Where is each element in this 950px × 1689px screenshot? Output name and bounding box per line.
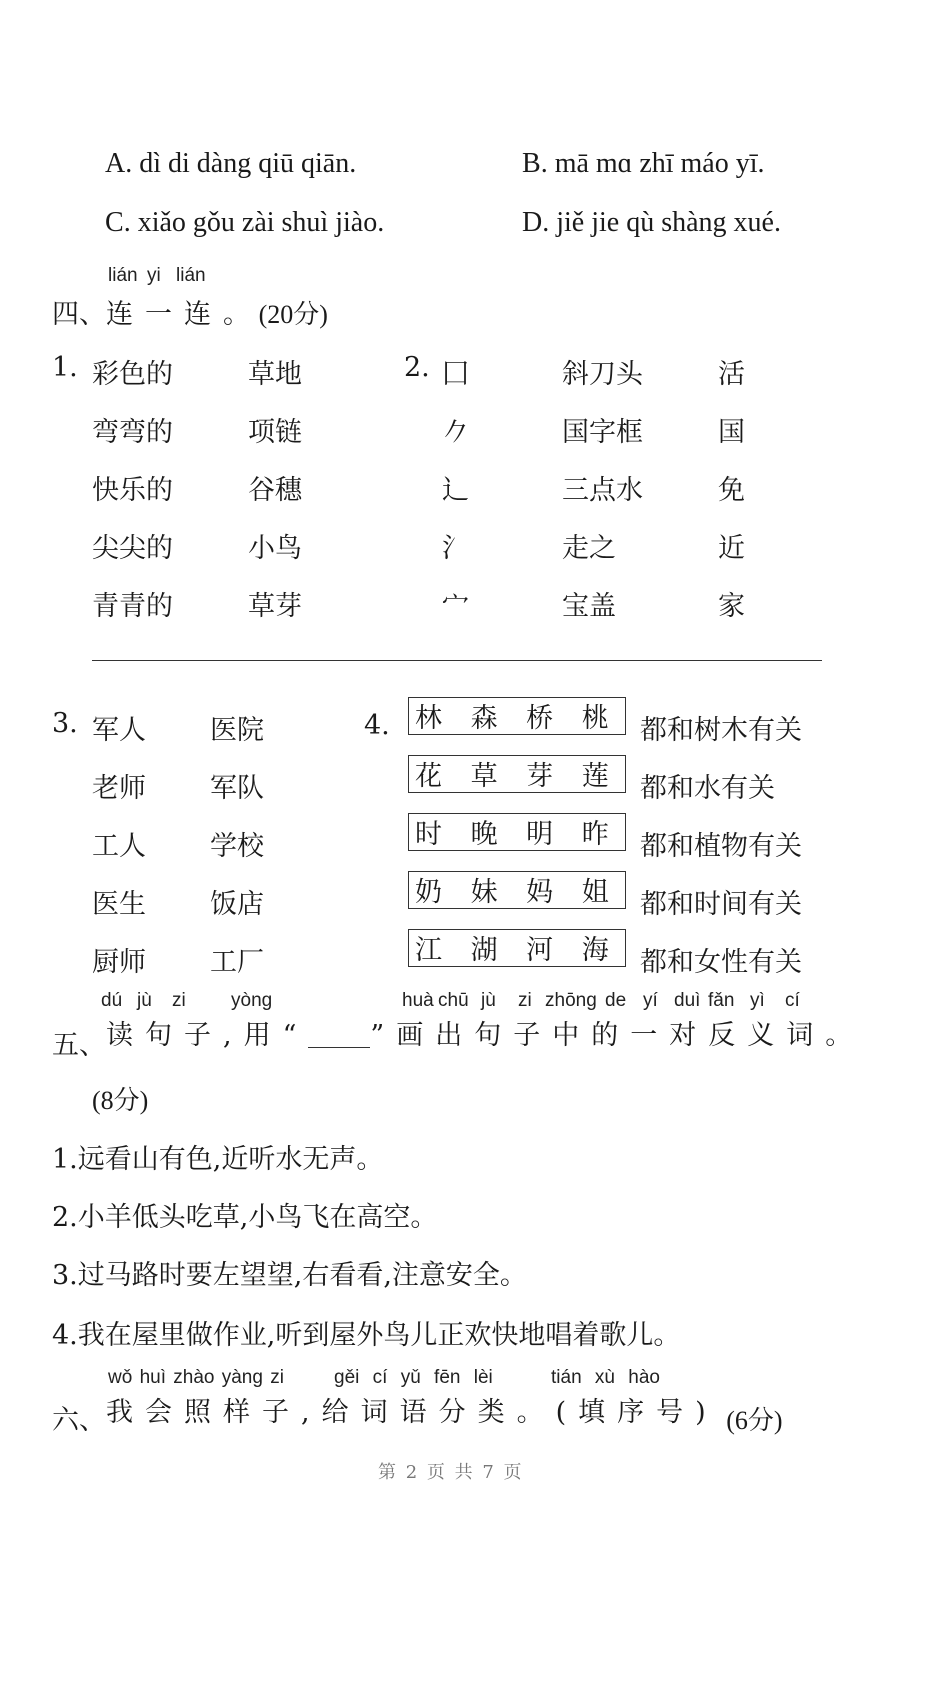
part2-char-2: 国 <box>718 417 745 448</box>
part4-meaning-2: 都和水有关 <box>640 773 775 804</box>
section-score: (20分) <box>258 300 328 329</box>
part2-char-3: 免 <box>718 475 745 506</box>
part2-radical-1: 囗 <box>442 359 469 390</box>
s5-pinyin: yòng <box>231 990 273 1011</box>
part2-name-2: 国字框 <box>562 417 643 448</box>
part4-meaning-5: 都和女性有关 <box>640 947 802 978</box>
part2-name-4: 走之 <box>562 533 616 564</box>
part1-left-1: 彩色的 <box>92 359 173 390</box>
part4-meaning-1: 都和树木有关 <box>640 715 802 746</box>
s5-pinyin: jù <box>137 990 152 1011</box>
s5-pinyin: dú <box>101 990 123 1011</box>
s5-pinyin: zi <box>518 990 532 1011</box>
part3-left-1: 军人 <box>92 715 146 746</box>
part3-right-3: 学校 <box>210 831 264 862</box>
part1-left-5: 青青的 <box>92 591 173 622</box>
divider-line <box>92 660 822 661</box>
section6-heading <box>52 1390 783 1436</box>
part2-radical-4: 氵 <box>442 533 469 564</box>
part1-right-3: 谷穗 <box>248 475 302 506</box>
s5-item-3: 3.过马路时要左望望,右看看,注意安全。 <box>52 1260 527 1291</box>
section4-pinyin-3: lián <box>176 265 206 286</box>
option-a: A. dì di dàng qiū qiān. <box>105 148 357 179</box>
part3-left-3: 工人 <box>92 831 146 862</box>
part3-right-4: 饭店 <box>210 889 264 920</box>
s5-pinyin: zi <box>172 990 186 1011</box>
s5-pinyin: fǎn <box>708 990 735 1011</box>
option-text: jiě jie qù shàng xué. <box>556 207 781 238</box>
s5-pinyin: cí <box>785 990 800 1011</box>
s5-item-1: 1.远看山有色,近听水无声。 <box>52 1144 384 1175</box>
s5-pinyin: de <box>605 990 627 1011</box>
part1-right-4: 小鸟 <box>248 533 302 564</box>
option-text: xiǎo gǒu zài shuì jiào. <box>137 207 385 238</box>
s5-pinyin: chū <box>438 990 469 1011</box>
part1-left-2: 弯弯的 <box>92 417 173 448</box>
section-title-part1: 读句子,用“ <box>106 1020 309 1051</box>
part2-char-5: 家 <box>718 591 745 622</box>
option-c: C. xiǎo gǒu zài shuì jiào. <box>105 207 385 238</box>
section-number: 五、 <box>52 1030 106 1061</box>
section5-heading <box>52 1013 865 1061</box>
part2-label: 2. <box>404 352 430 383</box>
section-title-part2: ”画出句子中的一对反义词。 <box>370 1020 865 1051</box>
part4-meaning-3: 都和植物有关 <box>640 831 802 862</box>
section4-heading <box>52 292 328 331</box>
part3-left-5: 厨师 <box>92 947 146 978</box>
option-letter: A <box>105 148 126 179</box>
end-mark: 。 <box>223 299 250 330</box>
part1-label: 1. <box>52 352 78 383</box>
part2-char-4: 近 <box>718 533 745 564</box>
page-footer: 第 2 页 共 7 页 <box>378 1462 524 1483</box>
part3-left-2: 老师 <box>92 773 146 804</box>
section5-score: (8分) <box>92 1086 149 1115</box>
part1-left-4: 尖尖的 <box>92 533 173 564</box>
part1-left-3: 快乐的 <box>92 475 173 506</box>
s5-pinyin: yì <box>750 990 765 1011</box>
s5-pinyin: duì <box>674 990 701 1011</box>
s5-pinyin: jù <box>481 990 496 1011</box>
option-d: D. jiě jie qù shàng xué. <box>522 207 781 238</box>
section4-pinyin-1: lián <box>108 265 138 286</box>
s5-pinyin: huà <box>402 990 434 1011</box>
part2-name-3: 三点水 <box>562 475 643 506</box>
part3-right-2: 军队 <box>210 773 264 804</box>
option-letter: B <box>522 148 541 179</box>
part4-meaning-4: 都和时间有关 <box>640 889 802 920</box>
s5-pinyin: zhōng <box>545 990 597 1011</box>
section-title: 连一连 <box>106 299 223 330</box>
part2-radical-3: 辶 <box>442 475 469 506</box>
option-letter: D <box>522 207 543 238</box>
option-text: mā mɑ zhī máo yī. <box>554 148 765 179</box>
section-title: 我会照样子,给词语分类。(填序号) <box>106 1397 718 1428</box>
section-number: 六、 <box>52 1405 106 1436</box>
part2-radical-5: 宀 <box>442 591 469 622</box>
part4-box-1: 林 森 桥 桃 <box>408 697 626 735</box>
part2-name-1: 斜刀头 <box>562 359 643 390</box>
part2-char-1: 活 <box>718 359 745 390</box>
part4-box-3: 时 晚 明 昨 <box>408 813 626 851</box>
underline-blank <box>308 1025 370 1048</box>
part1-right-2: 项链 <box>248 417 302 448</box>
part3-right-1: 医院 <box>210 715 264 746</box>
part4-box-2: 花 草 芽 莲 <box>408 755 626 793</box>
part3-label: 3. <box>52 708 78 739</box>
s5-item-2: 2.小羊低头吃草,小鸟飞在高空。 <box>52 1202 438 1233</box>
part2-radical-2: 𠂊 <box>442 417 469 448</box>
option-letter: C <box>105 207 124 238</box>
part3-right-5: 工厂 <box>210 947 264 978</box>
s6-pinyin-2: gěi cí yǔ fēn lèi <box>334 1367 493 1388</box>
part4-box-4: 奶 妹 妈 姐 <box>408 871 626 909</box>
option-b: B. mā mɑ zhī máo yī. <box>522 148 765 179</box>
part1-right-5: 草芽 <box>248 591 302 622</box>
option-text: dì di dàng qiū qiān. <box>139 148 357 179</box>
s6-pinyin-3: tián xù hào <box>551 1367 660 1388</box>
section4-pinyin-2: yi <box>147 265 161 286</box>
part4-box-5: 江 湖 河 海 <box>408 929 626 967</box>
part1-right-1: 草地 <box>248 359 302 390</box>
s5-item-4: 4.我在屋里做作业,听到屋外鸟儿正欢快地唱着歌儿。 <box>52 1320 681 1351</box>
part4-label: 4. <box>364 710 390 741</box>
part3-left-4: 医生 <box>92 889 146 920</box>
s5-pinyin: yí <box>643 990 658 1011</box>
s6-pinyin-1: wǒ huì zhào yàng zi <box>108 1367 284 1388</box>
section-number: 四、 <box>52 299 106 330</box>
section-score: (6分) <box>726 1406 783 1435</box>
part2-name-5: 宝盖 <box>562 591 616 622</box>
